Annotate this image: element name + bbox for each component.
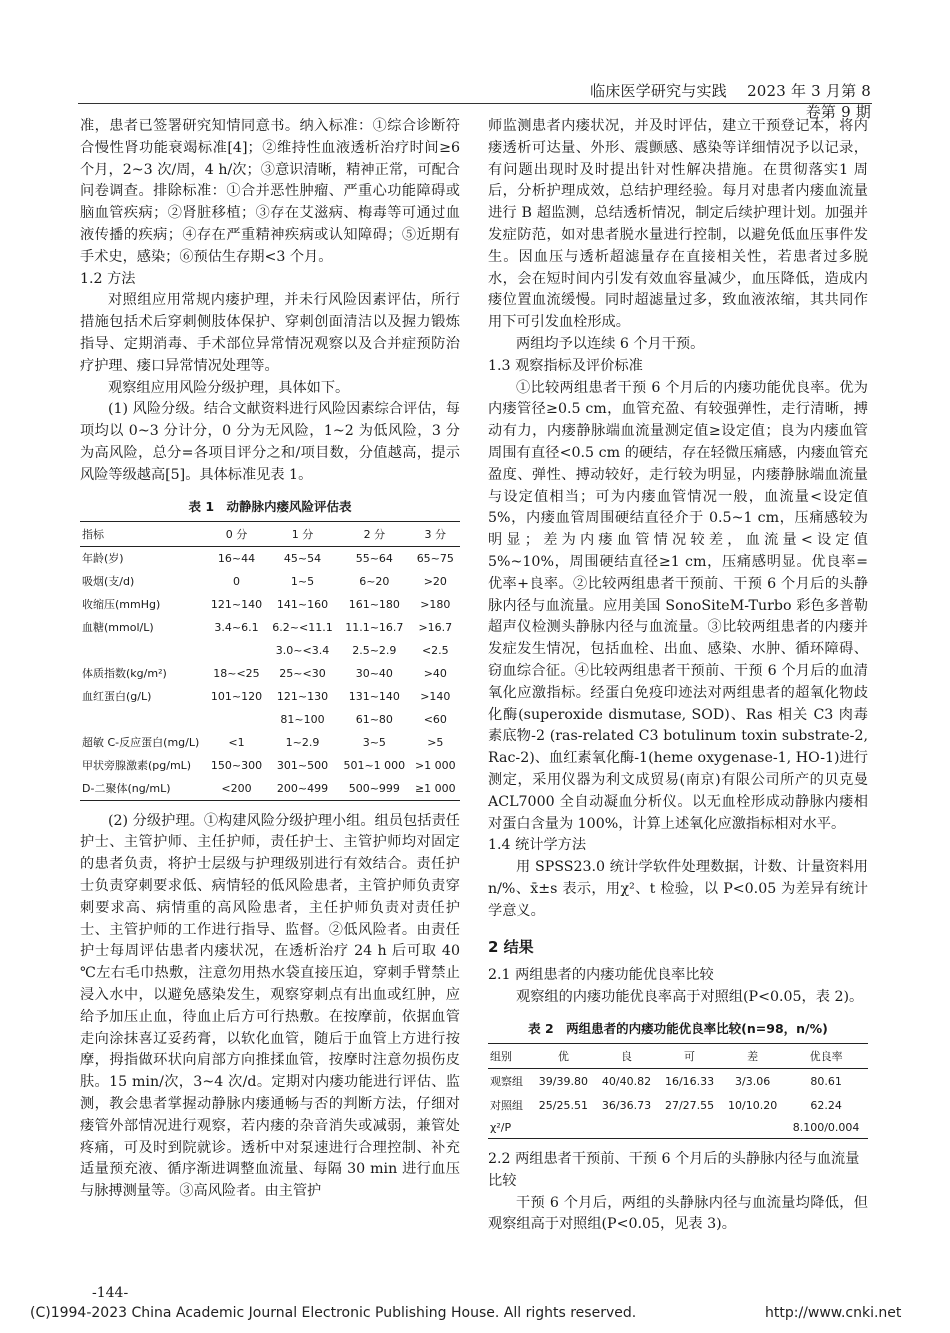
table2-header-cell: 组别 <box>488 1044 532 1069</box>
table-row <box>80 731 460 754</box>
table-cell: 36/36.73 <box>601 1098 652 1112</box>
table-cell: <60 <box>423 712 447 726</box>
risk-grading-paragraph: (1) 风险分级。结合文献资料进行风险因素综合评估，每项均以 0~3 分计分，0 分为无风险，1~2 为低风险，3 分为高风险，总分=各项目评分之和/项目数，分值越高，提示风险等级越高[5]。具体标准见表 1。 <box>80 401 460 483</box>
table-cell: 61~80 <box>355 712 393 726</box>
section-1-3-heading: 1.3 观察指标及评价标准 <box>488 357 643 374</box>
result-2-1-paragraph: 观察组的内瘘功能优良率高于对照组(P<0.05，表 2)。 <box>516 989 864 1006</box>
table-cell: 501~1 000 <box>343 758 406 772</box>
table-cell: 25/25.51 <box>538 1098 588 1112</box>
table2-header-cell: 差 <box>721 1044 784 1069</box>
table-row <box>80 708 460 731</box>
table-row <box>80 685 460 708</box>
table-cell: 甲状旁腺激素(pg/mL) <box>82 759 192 773</box>
table-cell: 吸烟(支/d) <box>82 575 135 589</box>
table-cell: 25~<30 <box>279 666 326 680</box>
table-row <box>80 777 460 801</box>
table2-header-cell: 优 <box>532 1044 595 1069</box>
table-cell: 101~120 <box>210 689 263 703</box>
table-cell: 200~499 <box>276 781 329 795</box>
table1-caption: 表 1 动静脉内瘘风险评估表 <box>188 498 352 514</box>
results-heading: 2 结果 <box>488 938 534 957</box>
table-cell: 血红蛋白(g/L) <box>82 690 152 704</box>
table-cell: 65~75 <box>416 551 454 565</box>
table-cell: 6.2~<11.1 <box>272 620 333 634</box>
function-rate-table <box>488 1043 868 1139</box>
table-cell: 27/27.55 <box>664 1098 715 1112</box>
table-cell: 16/16.33 <box>664 1074 715 1088</box>
table-cell: >140 <box>420 689 451 703</box>
table-cell: 3.0~<3.4 <box>275 643 330 657</box>
table-cell: 3.4~6.1 <box>214 620 259 634</box>
table1-header-cell: 3 分 <box>411 521 460 546</box>
table-cell <box>206 639 267 662</box>
table-cell: 2.5~2.9 <box>352 643 397 657</box>
table-cell: 45~54 <box>283 551 322 565</box>
table-cell <box>595 1117 658 1139</box>
table-cell: 年龄(岁) <box>82 552 124 566</box>
table-cell: 超敏 C-反应蛋白(mg/L) <box>82 736 200 750</box>
section-2-2-heading: 2.2 两组患者干预前、干预 6 个月后的头静脉内径与血流量比较 <box>488 1151 860 1189</box>
left-column <box>80 116 460 1203</box>
table-row <box>488 1093 868 1117</box>
high-risk-continued-paragraph: 师监测患者内瘘状况，并及时评估，建立干预登记本，将内瘘透析可达量、外形、震颤感、感染等详细情况予以记录，有问题出现时及时提出针对性解决措施。在贯彻落实1 周后，分析护理成效，总结护理经验。每月对患者内瘘血流量进行 B 超监测，总结透析情况，制定后续护理计划。加强并发症防范，如对患者脱水量进行控制，以避免低血压事件发生。因血压与透析超滤量存在直接相关性，若患者过多脱水，会在短时间内引发有效血容量减少，血压降低，造成内瘘位置血流缓慢。同时超滤量过多，致血液浓缩，其共同作用下可引发血栓形成。 <box>488 118 868 331</box>
table-row <box>80 593 460 616</box>
intervention-duration-paragraph: 两组均予以连续 6 个月干预。 <box>516 335 705 352</box>
table-row <box>80 754 460 777</box>
cnki-url[interactable]: http://www.cnki.net <box>765 1305 902 1321</box>
table-cell <box>206 708 267 731</box>
table-cell: 16~44 <box>217 551 256 565</box>
table-cell: >5 <box>427 735 444 749</box>
table-cell <box>658 1117 721 1139</box>
table-row <box>80 662 460 685</box>
inclusion-criteria-paragraph: 准，患者已签署研究知情同意书。纳入标准：①综合诊断符合慢性肾功能衰竭标准[4]；②维持性血液透析治疗时间≥6 个月，2~3 次/周，4 h/次；③意识清晰，精神正常，可配合问卷调查。排除标准：①合并恶性肿瘤、严重心功能障碍或脑血管疾病；②肾脏移植；③存在艾滋病、梅毒等可通过血液传播的疾病；④存在严重精神疾病或认知障碍；⑤近期有手术史，感染；⑥预估生存期<3 个月。 <box>80 118 460 265</box>
table2-header-cell: 优良率 <box>784 1044 868 1069</box>
table-cell: >16.7 <box>418 620 453 634</box>
table-cell: >40 <box>423 666 447 680</box>
table-cell: 1~5 <box>290 574 315 588</box>
control-group-paragraph: 对照组应用常规内瘘护理，并未行风险因素评估，所行措施包括术后穿刺侧肢体保护、穿刺创面清洁以及握力锻炼指导、定期消毒、手术部位异常情况观察以及合并症预防治疗护理、瘘口异常情况处理等。 <box>80 292 460 374</box>
table-cell: 0 <box>232 574 240 588</box>
observation-group-paragraph: 观察组应用风险分级护理，具体如下。 <box>108 379 350 396</box>
page-number: -144- <box>92 1285 129 1301</box>
table-cell: 141~160 <box>276 597 329 611</box>
table-cell: 11.1~16.7 <box>345 620 404 634</box>
table-cell: 1~2.9 <box>285 735 320 749</box>
statistics-paragraph: 用 SPSS23.0 统计学软件处理数据，计数、计量资料用 n/%、x̄±s 表示，用χ²、t 检验，以 P<0.05 为差异有统计学意义。 <box>488 859 868 919</box>
table-cell: 血糖(mmol/L) <box>82 621 154 635</box>
table-cell: <2.5 <box>421 643 449 657</box>
table-cell: 39/39.80 <box>538 1074 588 1088</box>
risk-assessment-table <box>80 521 460 801</box>
table-cell: 62.24 <box>810 1098 842 1112</box>
copyright-footer <box>30 1305 930 1321</box>
table1-header-row <box>80 521 460 546</box>
table-cell: 收缩压(mmHg) <box>82 598 161 612</box>
table-cell: 3~5 <box>362 735 386 749</box>
table2-header-cell: 可 <box>658 1044 721 1069</box>
table-cell: >20 <box>423 574 447 588</box>
evaluation-criteria-paragraph: ①比较两组患者干预 6 个月后的内瘘功能优良率。优为内瘘管径≥0.5 cm，血管充盈、有较强弹性，走行清晰，搏动有力，内瘘静脉端血流量测定值≥设定值；良为内瘘血管周围有直径<0.5 cm 的硬结，存在轻微压痛感，内瘘血管充盈度、弹性、搏动较好，走行较为明显，内瘘静脉端血流量与设定值相当；可为内瘘血管情况一般，血流量<设定值 5%，内瘘血管周围硬结直径介于 0.5~1 cm，压痛感较为明显；差为内瘘血管情况较差，血流量<设定值 5%~10%，周围硬结直径≥1 cm，压痛感明显。优良率=优率+良率。②比较两组患者干预前、干预 6 个月后的头静脉内径与血流量。应用美国 SonoSiteM-Turbo 彩色多普勒超声仪检测头静脉内径与血流量。③比较两组患者的内瘘并发症发生情况，包括血栓、出血、感染、水肿、循环障碍、窃血综合征。④比较两组患者干预前、干预 6 个月后的血清氧化应激指标。经蛋白免疫印迹法对两组患者的超氧化物歧化酶(superoxide dismutase, SOD)、Ras 相关 C3 肉毒素底物-2 (ras-related C3 botulinum toxin substrate-2, Rac-2)、血红素氧化酶-1(heme oxygenase-1, HO-1)进行测定，采用仪器为利文成贸易(南京)有限公司所产的贝克曼 ACL7000 全自动凝血分析仪。以无血栓形成动静脉内瘘相对蛋白含量为 100%，计算上述氧化应激指标相对水平。 <box>488 379 868 832</box>
right-column <box>488 116 868 1236</box>
table1-header-cell: 指标 <box>80 521 206 546</box>
table-cell <box>532 1117 595 1139</box>
table2-caption: 表 2 两组患者的内瘘功能优良率比较(n=98，n/%) <box>528 1021 828 1037</box>
table-cell: 121~140 <box>210 597 263 611</box>
table-cell: 131~140 <box>348 689 400 703</box>
table-cell: 81~100 <box>280 712 325 726</box>
journal-header: 临床医学研究与实践 2023 年 3 月第 8 卷第 9 期 <box>590 82 871 121</box>
table-cell: 10/10.20 <box>728 1098 778 1112</box>
section-2-1-heading: 2.1 两组患者的内瘘功能优良率比较 <box>488 967 714 984</box>
table-row <box>80 546 460 570</box>
table1-header-cell: 0 分 <box>206 521 267 546</box>
table-cell: 体质指数(kg/m²) <box>82 667 167 681</box>
table-cell: 121~130 <box>276 689 329 703</box>
table2-header-cell: 良 <box>595 1044 658 1069</box>
table-cell: >180 <box>420 597 451 611</box>
table-cell: 40/40.82 <box>601 1074 652 1088</box>
table-row <box>80 570 460 593</box>
table-cell: 8.100/0.004 <box>792 1121 860 1135</box>
table-cell: 80.61 <box>810 1074 842 1088</box>
table-row <box>80 616 460 639</box>
table-cell: 301~500 <box>276 758 329 772</box>
result-2-2-paragraph: 干预 6 个月后，两组的头静脉内径与血流量均降低，但观察组高于对照组(P<0.05，见表 3)。 <box>488 1194 868 1233</box>
section-1-2-heading: 1.2 方法 <box>80 270 136 287</box>
table-cell: <200 <box>221 781 252 795</box>
table1-header-cell: 1 分 <box>267 521 338 546</box>
table-cell <box>80 639 206 662</box>
section-1-4-heading: 1.4 统计学方法 <box>488 837 587 854</box>
table-cell: ≥1 000 <box>414 781 456 795</box>
table-cell: 30~40 <box>355 666 393 680</box>
table-cell: 观察组 <box>490 1075 523 1089</box>
table-cell: D-二聚体(ng/mL) <box>82 782 171 796</box>
table-row <box>80 639 460 662</box>
table-cell: 500~999 <box>348 781 400 795</box>
table-row <box>488 1117 868 1139</box>
table-cell: 6~20 <box>359 574 390 588</box>
table-cell: 3/3.06 <box>735 1074 771 1088</box>
graded-nursing-paragraph: (2) 分级护理。①构建风险分级护理小组。组员包括责任护士、主管护师、主任护师，责任护士、主管护师均对固定的患者负责，将护士层级与护理级别进行有效结合。责任护士负责穿刺要求低、病情轻的低风险患者，主管护师负责穿刺要求高、病情重的高风险患者，主任护师负责对责任护士、主管护师的工作进行指导、监督。②低风险者。由责任护士每周评估患者内瘘状况，在透析治疗 24 h 后可取 40 ℃左右毛巾热敷，注意勿用热水袋直接压迫，穿刺手臂禁止浸入水中，以避免感染发生，观察穿刺点有出血或红肿，应给予加压止血，待血止后方可行热敷。在按摩前，依据血管走向涂抹喜辽妥药膏，以软化血管，随后于血管上方进行按摩，拇指做环状向肩部方向推揉血管，按摩时注意勿损伤皮肤。15 min/次，3~4 次/d。定期对内瘘功能进行评估、监测，教会患者掌握动静脉内瘘通畅与否的判断方法，仔细对瘘管外部情况进行观察，若内瘘的杂音消失或减弱，兼管处疼痛，可及时到院就诊。透析中对泵速进行合理控制、补充适量预充液、循序渐进调整血流量、每隔 30 min 进行血压与脉搏测量等。③高风险者。由主管护 <box>80 812 460 1200</box>
table-cell: 55~64 <box>355 551 393 565</box>
table-cell: 18~<25 <box>213 666 260 680</box>
table-cell: 161~180 <box>348 597 400 611</box>
table-row <box>488 1069 868 1094</box>
table-cell <box>80 708 206 731</box>
table-cell <box>721 1117 784 1139</box>
table2-header-row <box>488 1044 868 1069</box>
table-cell: 150~300 <box>210 758 263 772</box>
table1-header-cell: 2 分 <box>338 521 411 546</box>
copyright-text: (C)1994-2023 China Academic Journal Electronic Publishing House. All rights reserved. <box>30 1305 637 1321</box>
table-cell: χ²/P <box>490 1121 512 1135</box>
table-cell: >1 000 <box>414 758 456 772</box>
table-cell: 对照组 <box>490 1099 523 1113</box>
table-cell: <1 <box>228 735 245 749</box>
header-rule <box>78 103 872 104</box>
